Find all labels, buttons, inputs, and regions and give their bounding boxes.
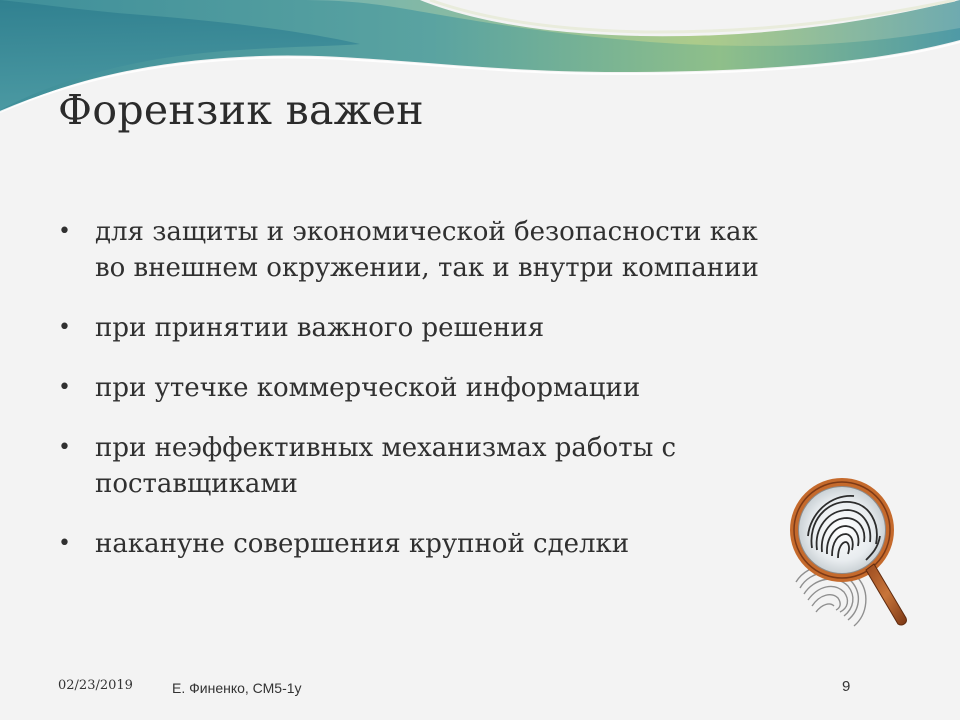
- bullet-text: при неэффективных механизмах работы с поставщиками: [95, 433, 677, 499]
- bullet-marker: •: [58, 219, 71, 244]
- bullet-list: [58, 214, 778, 586]
- list-item: [58, 526, 778, 562]
- bullet-text: накануне совершения крупной сделки: [95, 529, 630, 559]
- bullet-text: при принятии важного решения: [95, 313, 545, 343]
- list-item: [58, 310, 778, 346]
- bullet-text: для защиты и экономической безопасности как во внешнем окружении, так и внутри компании: [95, 217, 759, 283]
- bullet-marker: •: [58, 435, 71, 460]
- footer-date: 02/23/2019: [58, 678, 133, 693]
- bullet-marker: •: [58, 375, 71, 400]
- slide-title: Форензик важен: [58, 86, 424, 134]
- list-item: [58, 430, 778, 502]
- bullet-text: при утечке коммерческой информации: [95, 373, 641, 403]
- bullet-marker: •: [58, 315, 71, 340]
- list-item: [58, 370, 778, 406]
- magnifier-fingerprint-icon: [790, 478, 915, 628]
- list-item: [58, 214, 778, 286]
- footer-author: Е. Финенко, СМ5-1у: [172, 680, 302, 696]
- bullet-marker: •: [58, 531, 71, 556]
- page-number: 9: [842, 678, 851, 695]
